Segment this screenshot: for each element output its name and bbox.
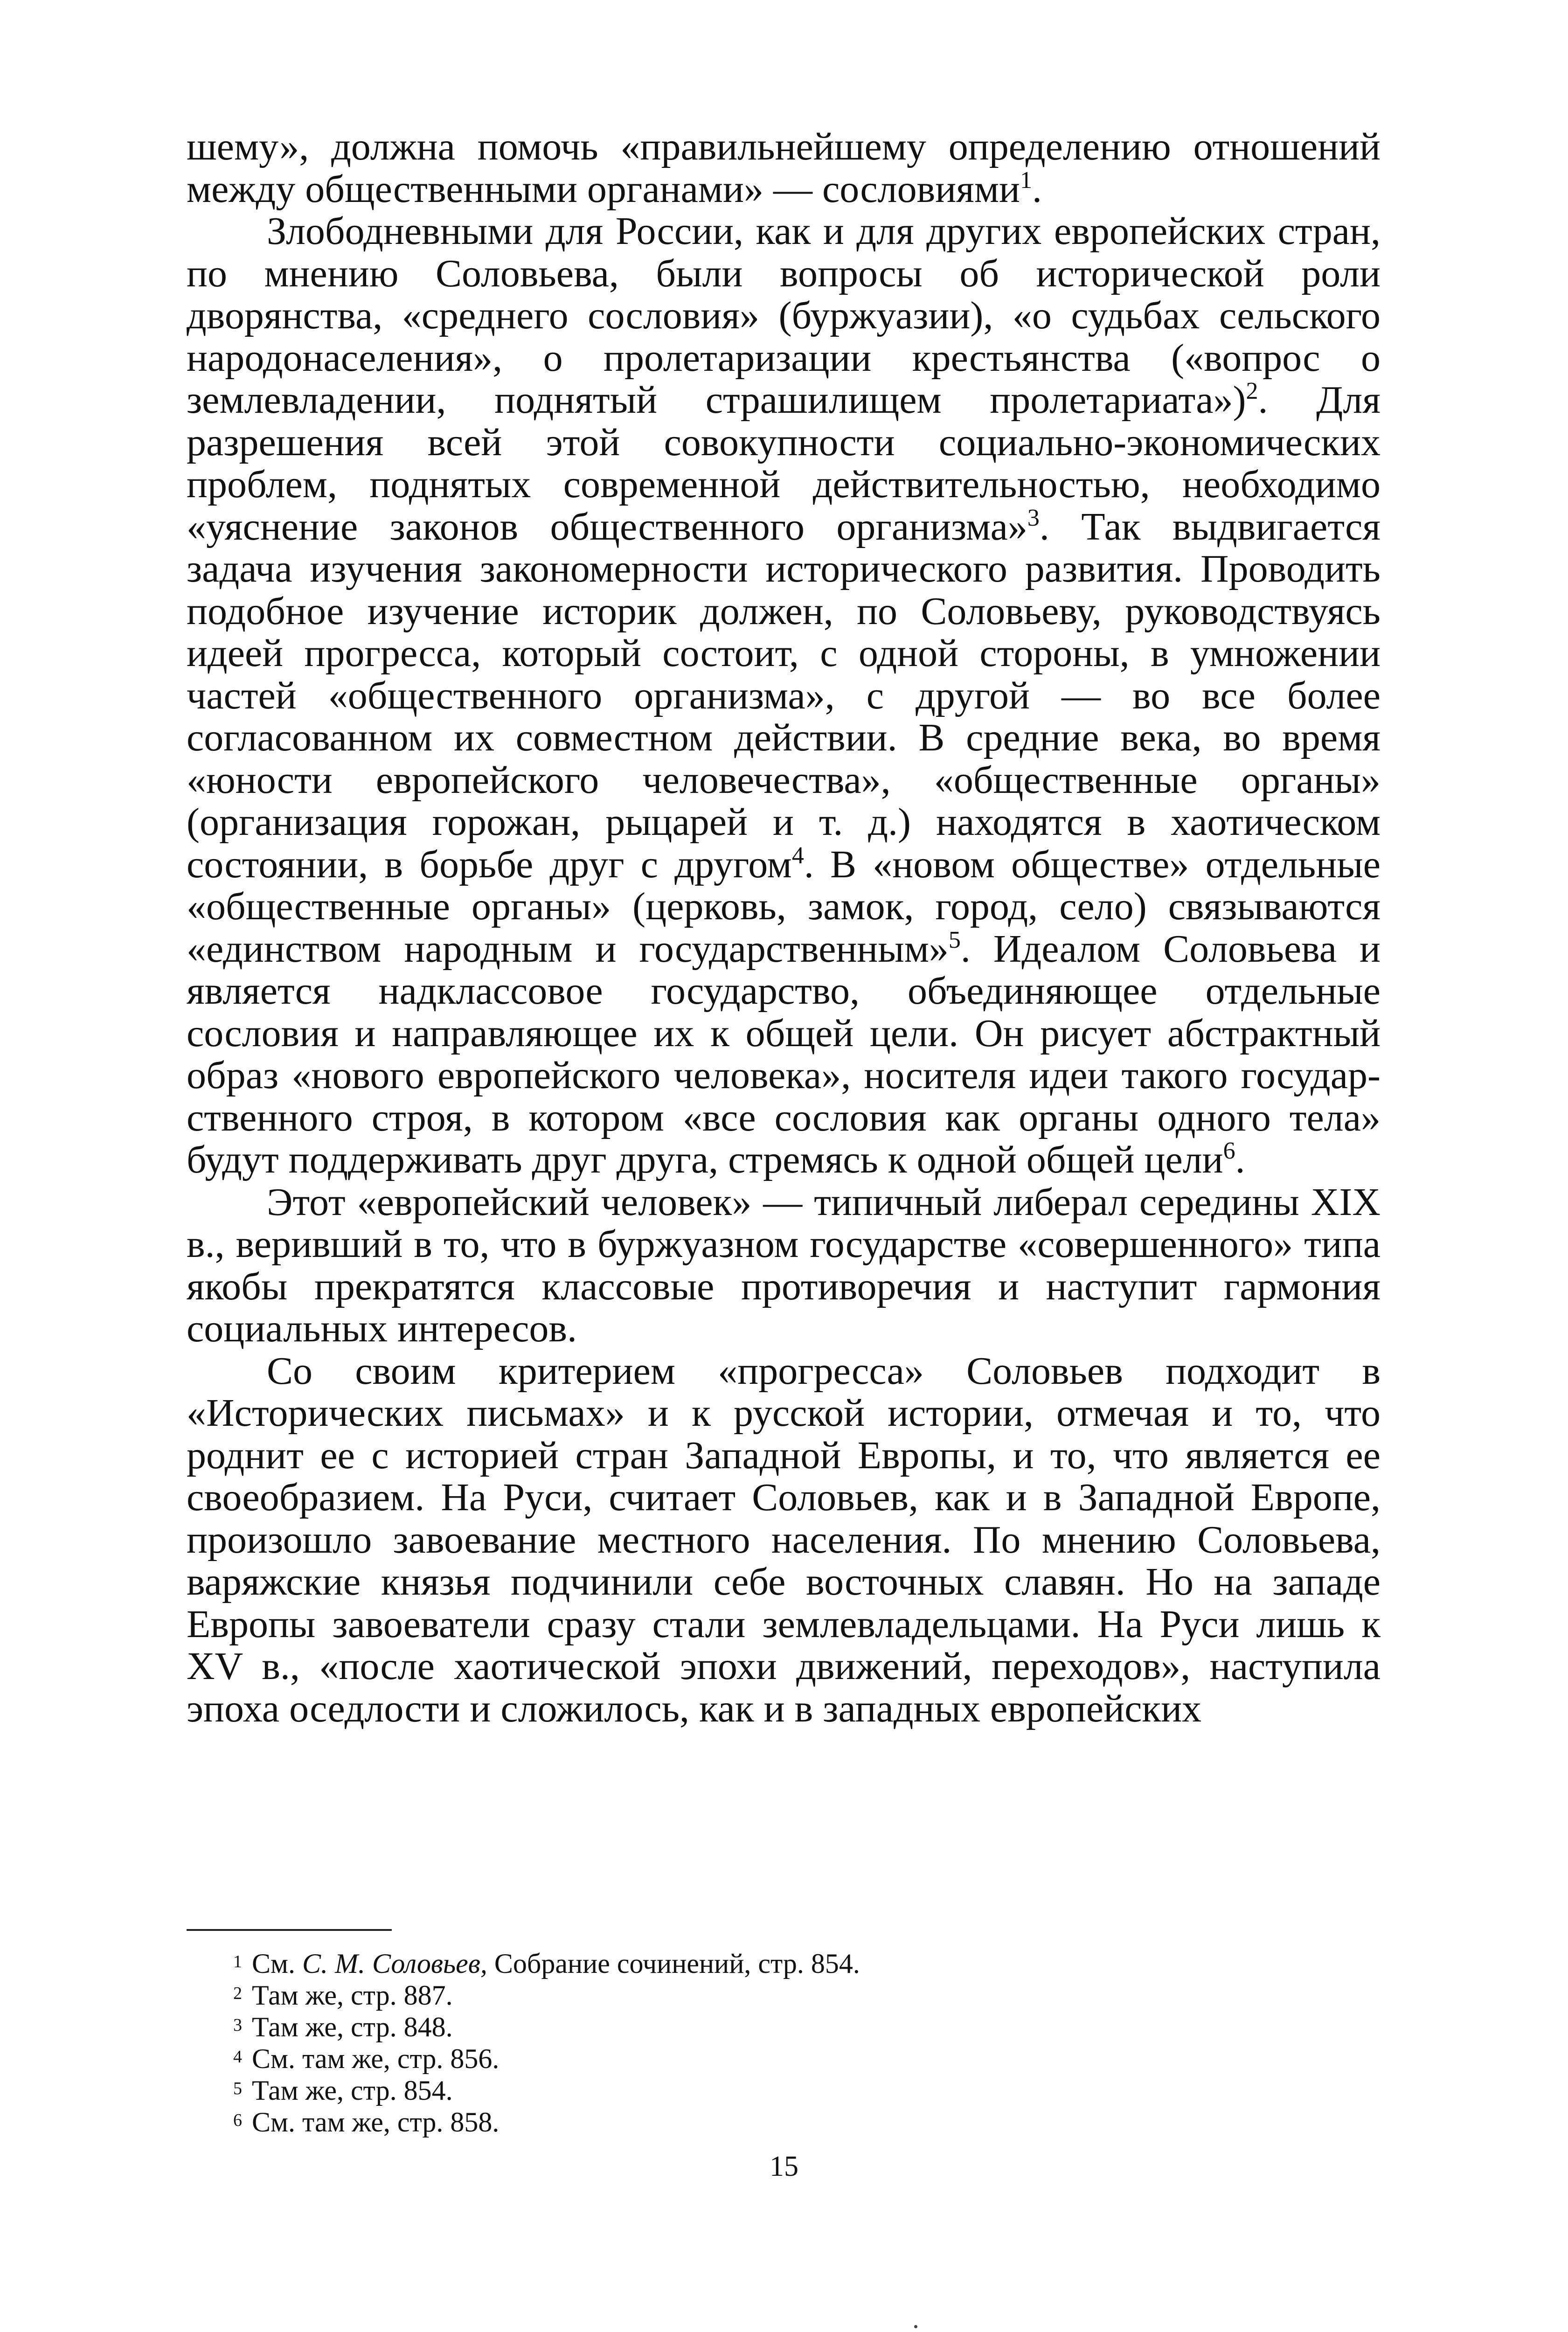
text-run: . <box>1235 1138 1245 1181</box>
text-run: шему», должна помочь «правильнейшему определению отношений между общественными органами» — сословиями <box>187 125 1381 211</box>
footnote-number: 3 <box>233 2015 242 2035</box>
footnote-separator <box>187 1929 392 1931</box>
text-run: Этот «европейский человек» — типичный либерал середины XIX в., веривший в то, что в буржуазном государстве «совершенного» типа якобы прекратятся классовые противоречия и наступит гармония социальных интересов. <box>187 1180 1381 1350</box>
text-run: . <box>1032 167 1042 211</box>
footnote-text: См. <box>252 1948 302 1979</box>
footnote <box>233 2075 1371 2106</box>
footnote-number: 4 <box>233 2047 242 2067</box>
text-run: Злободневными для России, как и для других европейских стран, по мнению Соловьева, были вопросы об исторической роли дворянства, «среднего сословия» (буржуазии), «о судьбах сельского народонаселения», о пролетаризации крестьянства («вопрос о землевладении, поднятый страшилищем пролетариата») <box>187 209 1381 422</box>
footnote-reference: 2 <box>1246 378 1258 404</box>
footnote-text: Там же, стр. 854. <box>252 2075 453 2106</box>
text-run: . В «новом обществе» отдельные «общественные органы» (церковь, замок, город, село) связываются «единством народным и государственным» <box>187 842 1381 971</box>
footnote-reference: 5 <box>948 926 961 953</box>
page-body <box>187 126 1381 1730</box>
footnote <box>233 2011 1371 2043</box>
paragraph <box>187 210 1381 1181</box>
footnote-author: С. М. Соловьев, <box>302 1948 487 1979</box>
text-run: . Так выдвигается задача изучения закономерности исторического развития. Проводить подобное изучение историк должен, по Соловьеву, руководствуясь идеей прогресса, который состоит, с одной стороны, в умножении частей «общественного организма», с другой — во все более согласованном их совместном действии. В средние века, во время «юности европейского человечества», «общественные органы» (организация горожан, рыцарей и т. д.) находятся в хаотическом состоянии, в борьбе друг с другом <box>187 505 1381 886</box>
footnote <box>233 2043 1371 2075</box>
footnote <box>233 1979 1371 2011</box>
footnote <box>233 1948 1371 1979</box>
footnote-text: См. там же, стр. 858. <box>252 2107 500 2138</box>
footnote-text: Там же, стр. 848. <box>252 2012 453 2042</box>
text-run: Со своим критерием «прогресса» Соловьев подходит в «Исторических письмах» и к русской истории, отмечая и то, что роднит ее с историей стран Западной Европы, и то, что является ее своеобразием. На Руси, считает Соловьев, как и в Западной Европе, произошло завоевание местного населения. По мнению Соловьева, варяжские князья подчинили себе восточных славян. Но на западе Европы завоеватели сразу стали землевладельцами. На Руси лишь к XV в., «после хаотической эпохи движений, переходов», наступила эпоха оседлости и сложилось, как и в западных европейских <box>187 1349 1381 1730</box>
footnote-text-rest: Собрание сочинений, стр. 854. <box>487 1948 860 1979</box>
footnote-reference: 3 <box>1027 504 1040 531</box>
footnote-number: 2 <box>233 1984 242 2003</box>
print-speck <box>914 2325 917 2328</box>
page-number: 15 <box>770 2151 798 2182</box>
text-run: . Идеалом Соловьева и является надклассовое государство, объединяющее отдельные сословия и направляющее их к общей цели. Он рисует абстрактный образ «нового европейского человека», носителя идеи такого государственного строя, в котором «все сословия как органы одного тела» будут поддерживать друг друга, стремясь к одной общей цели <box>187 927 1381 1181</box>
footnote <box>233 2106 1371 2138</box>
footnote-reference: 4 <box>791 842 804 869</box>
text-run: . Для разрешения всей этой совокупности социально-экономических проблем, поднятых современной действительностью, необходимо «уяснение законов общественного организма» <box>187 378 1381 548</box>
footnote-number: 5 <box>233 2079 242 2098</box>
footnote-text: См. там же, стр. 856. <box>252 2043 500 2074</box>
footnote-text: Там же, стр. 887. <box>252 1980 453 2011</box>
main-text <box>187 126 1381 1730</box>
footnote-number: 1 <box>233 1952 242 1971</box>
footnote-number: 6 <box>233 2110 242 2130</box>
footnotes <box>233 1948 1371 2138</box>
footnote-reference: 6 <box>1223 1138 1235 1164</box>
paragraph <box>187 126 1381 210</box>
paragraph <box>187 1181 1381 1350</box>
paragraph <box>187 1350 1381 1730</box>
footnote-reference: 1 <box>1020 167 1032 194</box>
